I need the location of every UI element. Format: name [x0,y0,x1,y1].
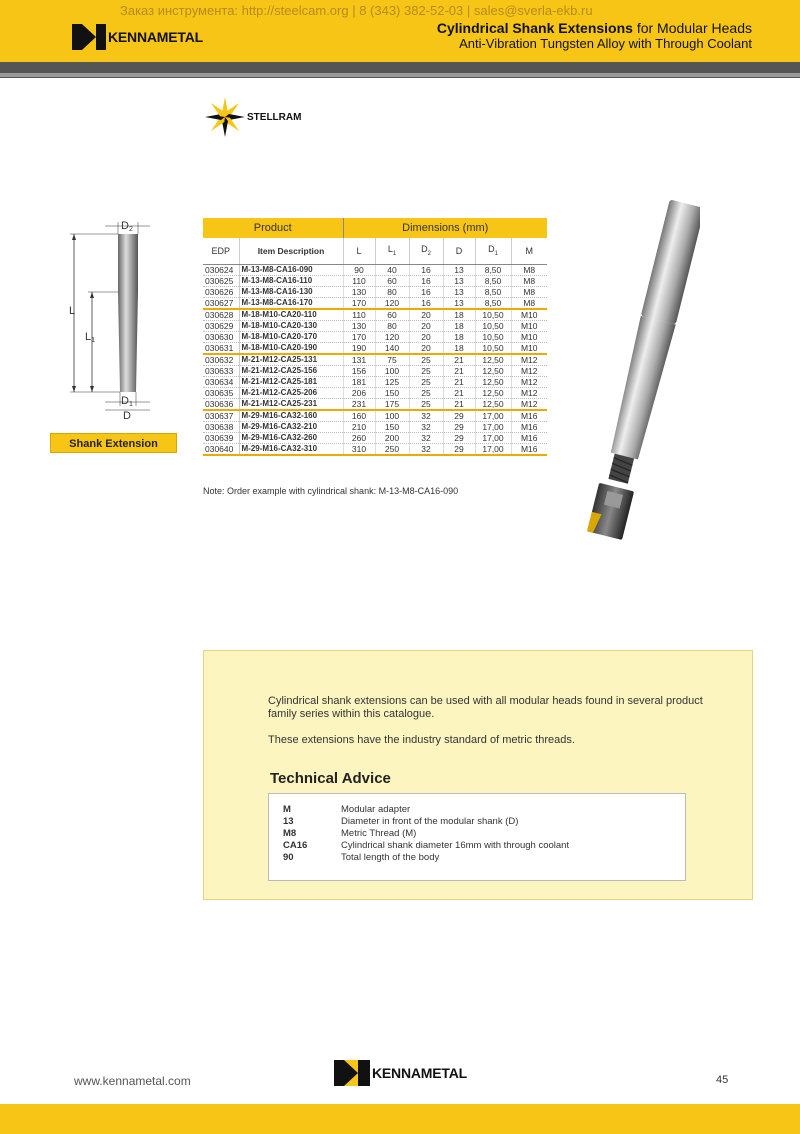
label-d2: D2 [121,220,133,233]
label-l: L [69,305,76,317]
col-item: Item Description [239,238,343,264]
table-cell: M-13-M8-CA16-110 [239,275,343,286]
table-cell: M-21-M12-CA25-131 [239,354,343,366]
table-row [203,331,547,342]
tech-row: M Modular adapter [283,804,411,815]
title-rest: for Modular Heads [632,20,752,36]
table-cell: 10,50 [475,320,511,331]
table-cell: M10 [511,342,547,354]
dimensions-table [203,218,547,456]
col-m: M [511,238,547,264]
table-cell: 17,00 [475,432,511,443]
col-d1: $D_1$ [475,238,511,264]
footer-website-link[interactable]: www.kennametal.com [74,1074,191,1088]
table-cell: 16 [409,297,443,309]
table-cell: M12 [511,376,547,387]
table-cell: 32 [409,410,443,422]
table-cell: 12,50 [475,365,511,376]
table-cell: M10 [511,331,547,342]
shank-extension-tool-image [570,188,700,568]
table-cell: M8 [511,275,547,286]
table-cell: M-29-M16-CA32-160 [239,410,343,422]
tech-row: M8 Metric Thread (M) [283,828,417,839]
table-row [203,320,547,331]
table-cell: 030624 [203,264,239,275]
table-cell: 25 [409,387,443,398]
table-cell: M12 [511,354,547,366]
table-cell: 29 [443,443,475,455]
table-cell: 60 [375,275,409,286]
table-row [203,443,547,455]
table-cell: 120 [375,331,409,342]
table-cell: 75 [375,354,409,366]
table-cell: 130 [343,320,375,331]
table-cell: 32 [409,432,443,443]
table-cell: 10,50 [475,309,511,321]
table-cell: M12 [511,398,547,410]
stellram-logo [205,96,301,138]
order-note: Note: Order example with cylindrical shank: M-13-M8-CA16-090 [203,486,459,496]
kennametal-logo [72,24,203,50]
table-cell: 120 [375,297,409,309]
table-cell: 150 [375,387,409,398]
table-row [203,410,547,422]
tech-row: 13 Diameter in front of the modular shank (D) [283,816,519,827]
label-d1: D1 [121,395,133,408]
table-cell: 156 [343,365,375,376]
table-cell: 20 [409,331,443,342]
product-header: Product [203,218,343,238]
table-cell: 210 [343,421,375,432]
table-cell: 030626 [203,286,239,297]
table-cell: 110 [343,309,375,321]
table-cell: 250 [375,443,409,455]
table-cell: M-13-M8-CA16-170 [239,297,343,309]
table-row [203,286,547,297]
table-cell: M8 [511,264,547,275]
table-cell: 13 [443,297,475,309]
table-cell: 18 [443,309,475,321]
table-cell: 030633 [203,365,239,376]
table-cell: 030639 [203,432,239,443]
info-paragraph-2: These extensions have the industry standard of metric threads. [268,734,575,746]
table-cell: 21 [443,354,475,366]
table-cell: 80 [375,320,409,331]
table-cell: 25 [409,398,443,410]
table-row [203,432,547,443]
table-row [203,354,547,366]
table-cell: 8,50 [475,286,511,297]
col-l1: $L_1$ [375,238,409,264]
table-cell: 030637 [203,410,239,422]
table-row [203,387,547,398]
table-cell: M10 [511,320,547,331]
table-cell: 030628 [203,309,239,321]
table-cell: 40 [375,264,409,275]
table-body [203,264,547,455]
table-cell: 170 [343,331,375,342]
table-cell: 18 [443,331,475,342]
table-cell: 13 [443,264,475,275]
table-cell: M-21-M12-CA25-181 [239,376,343,387]
col-l: L [343,238,375,264]
table-cell: 150 [375,421,409,432]
footer-wordmark: KENNAMETAL [372,1065,467,1081]
table-cell: M-13-M8-CA16-130 [239,286,343,297]
table-cell: 20 [409,342,443,354]
table-cell: 17,00 [475,410,511,422]
info-paragraph-1: Cylindrical shank extensions can be used with all modular heads found in several product family series within this catalogue. [268,695,703,720]
table-cell: 29 [443,432,475,443]
footer-bar [0,1104,800,1134]
col-d2: $D_2$ [409,238,443,264]
page-number: 45 [716,1074,729,1086]
dimensions-header: Dimensions (mm) [343,218,547,238]
table-cell: 231 [343,398,375,410]
table-cell: 80 [375,286,409,297]
table-cell: 16 [409,275,443,286]
table-cell: 140 [375,342,409,354]
table-cell: 18 [443,320,475,331]
title-bold: Cylindrical Shank Extensions [436,20,633,36]
table-cell: 190 [343,342,375,354]
table-cell: 90 [343,264,375,275]
table-cell: 030636 [203,398,239,410]
table-cell: 030638 [203,421,239,432]
table-cell: M-18-M10-CA20-110 [239,309,343,321]
tech-row: 90 Total length of the body [283,852,440,863]
stellram-wordmark: STELLRAM [247,111,302,123]
label-d: D [123,410,131,422]
table-cell: 29 [443,421,475,432]
table-cell: 21 [443,387,475,398]
table-cell: 20 [409,309,443,321]
table-cell: M-29-M16-CA32-310 [239,443,343,455]
technical-advice-box [268,793,686,881]
drawing-caption: Shank Extension [50,433,177,453]
table-cell: 60 [375,309,409,321]
header-stripe-light [0,73,800,77]
col-d: D [443,238,475,264]
dimensions-table-wrap [203,218,547,456]
table-cell: 21 [443,376,475,387]
table-cell: 181 [343,376,375,387]
table-cell: M16 [511,410,547,422]
table-cell: 8,50 [475,264,511,275]
table-cell: 200 [375,432,409,443]
table-cell: 175 [375,398,409,410]
table-row [203,421,547,432]
table-cell: 13 [443,286,475,297]
table-cell: 25 [409,376,443,387]
table-cell: 310 [343,443,375,455]
technical-advice-title: Technical Advice [270,770,391,787]
table-cell: 030632 [203,354,239,366]
table-cell: 170 [343,297,375,309]
table-cell: M-21-M12-CA25-156 [239,365,343,376]
table-cell: 030640 [203,443,239,455]
table-cell: 17,00 [475,443,511,455]
table-cell: 29 [443,410,475,422]
table-cell: 030635 [203,387,239,398]
table-cell: 18 [443,342,475,354]
table-cell: 030634 [203,376,239,387]
col-edp: EDP [203,238,239,264]
order-contact-watermark[interactable]: Заказ инструмента: http://steelcam.org | 8 (343) 382-52-03 | sales@sverla-ekb.ru [120,3,593,18]
info-box [203,650,753,900]
table-cell: M12 [511,365,547,376]
table-cell: 100 [375,410,409,422]
table-row [203,264,547,275]
table-cell: 16 [409,286,443,297]
table-cell: 160 [343,410,375,422]
table-cell: M16 [511,443,547,455]
table-cell: 25 [409,354,443,366]
table-cell: 21 [443,365,475,376]
table-cell: 12,50 [475,398,511,410]
table-cell: M16 [511,432,547,443]
table-cell: M12 [511,387,547,398]
table-cell: 16 [409,264,443,275]
table-cell: M-29-M16-CA32-210 [239,421,343,432]
table-cell: M-13-M8-CA16-090 [239,264,343,275]
table-cell: 130 [343,286,375,297]
table-cell: 10,50 [475,342,511,354]
table-row [203,309,547,321]
table-cell: M-18-M10-CA20-130 [239,320,343,331]
table-row [203,376,547,387]
stellram-star-icon [205,96,245,138]
table-cell: 260 [343,432,375,443]
table-cell: M16 [511,421,547,432]
table-cell: 100 [375,365,409,376]
kennametal-k-icon [72,24,106,50]
table-cell: M-29-M16-CA32-260 [239,432,343,443]
table-cell: 030629 [203,320,239,331]
table-cell: M-18-M10-CA20-170 [239,331,343,342]
table-row [203,365,547,376]
table-cell: 32 [409,443,443,455]
table-cell: 20 [409,320,443,331]
label-l1: L1 [85,331,96,344]
table-cell: M8 [511,286,547,297]
table-cell: M-18-M10-CA20-190 [239,342,343,354]
table-cell: M10 [511,309,547,321]
page-subtitle: Anti-Vibration Tungsten Alloy with Through Coolant [459,36,752,51]
table-cell: 8,50 [475,275,511,286]
table-cell: 25 [409,365,443,376]
table-cell: 12,50 [475,376,511,387]
table-cell: 030630 [203,331,239,342]
kennametal-wordmark: KENNAMETAL [108,29,203,45]
table-cell: 125 [375,376,409,387]
table-cell: 10,50 [475,331,511,342]
tech-row: CA16 Cylindrical shank diameter 16mm with through coolant [283,840,570,851]
table-cell: 32 [409,421,443,432]
table-cell: M-21-M12-CA25-231 [239,398,343,410]
table-cell: 206 [343,387,375,398]
table-row [203,275,547,286]
table-cell: 21 [443,398,475,410]
kennametal-k-icon [334,1060,370,1086]
table-cell: M8 [511,297,547,309]
footer-kennametal-logo [334,1060,467,1086]
table-cell: 030627 [203,297,239,309]
table-cell: 12,50 [475,354,511,366]
table-cell: 131 [343,354,375,366]
table-cell: 12,50 [475,387,511,398]
table-cell: 030625 [203,275,239,286]
table-row [203,297,547,309]
table-cell: 030631 [203,342,239,354]
shank-extension-drawing [60,216,180,426]
page-title [437,20,752,51]
table-cell: 110 [343,275,375,286]
table-cell: 13 [443,275,475,286]
table-row [203,398,547,410]
table-cell: 8,50 [475,297,511,309]
table-cell: 17,00 [475,421,511,432]
table-cell: M-21-M12-CA25-206 [239,387,343,398]
table-row [203,342,547,354]
